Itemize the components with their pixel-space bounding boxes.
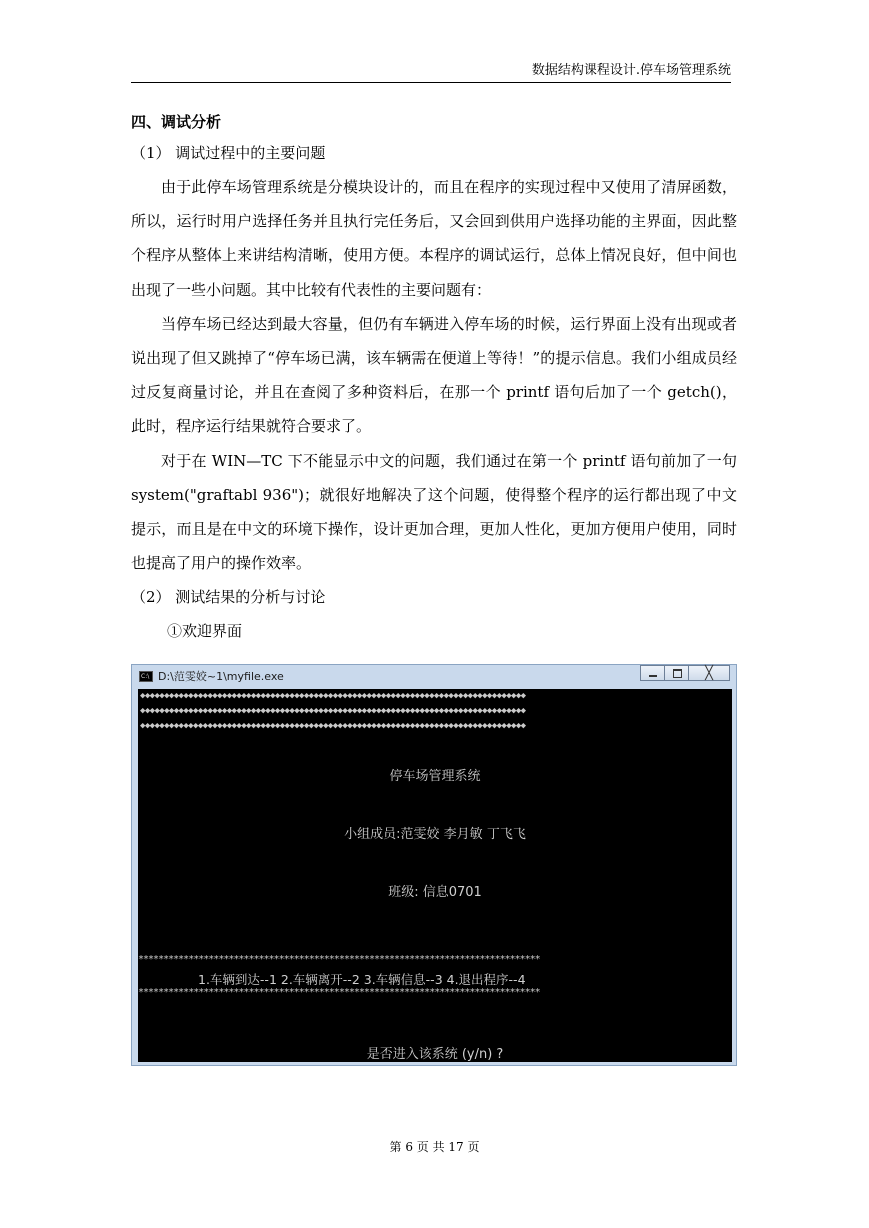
maximize-button[interactable] xyxy=(664,665,689,681)
running-header: 数据结构课程设计.停车场管理系统 xyxy=(131,60,731,83)
group-members: 小组成员:范雯姣 李月敏 丁飞飞 xyxy=(344,827,526,842)
document-body xyxy=(131,108,737,648)
paragraph-1: 由于此停车场管理系统是分模块设计的，而且在程序的实现过程中又使用了清屏函数，所以，运行时用户选择任务并且执行完任务后，又会回到供用户选择功能的主界面，因此整个程序从整体上来讲结构清晰，使用方便。本程序的调试运行，总体上情况良好，但中间也出现了一些小问题。其中比较有代表性的主要问题有： xyxy=(131,178,737,299)
page-number: 第 6 页 共 17 页 xyxy=(389,1140,480,1154)
subsection-test-results: （2） 测试结果的分析与讨论 xyxy=(131,588,326,607)
console-screen xyxy=(138,689,732,1062)
subsection-debug-problems: （1） 调试过程中的主要问题 xyxy=(131,144,326,162)
system-name: 停车场管理系统 xyxy=(389,769,481,784)
welcome-screen-caption: ①欢迎界面 xyxy=(167,622,243,641)
star-border-row: ******************************************************************************** xyxy=(138,954,540,965)
main-menu-options: 1.车辆到达--1 2.车辆离开--2 3.车辆信息--3 4.退出程序--4 xyxy=(198,972,526,987)
console-window-title: D:\范雯姣~1\myfile.exe xyxy=(158,670,284,683)
console-window-screenshot xyxy=(131,664,737,1066)
diamond-border-row: ◆◆◆◆◆◆◆◆◆◆◆◆◆◆◆◆◆◆◆◆◆◆◆◆◆◆◆◆◆◆◆◆◆◆◆◆◆◆◆◆◆◆◆◆◆◆◆◆◆◆◆◆◆◆◆◆◆◆◆◆◆◆◆◆◆◆◆◆◆◆◆◆◆◆◆◆◆◆◆◆ xyxy=(140,691,526,701)
paragraph-3: 对于在 WIN—TC 下不能显示中文的问题，我们通过在第一个 printf 语句前加了一句 system("graftabl 936")；就很好地解决了这个问题，使得整个程序的运行都出现了中文提示，而且是在中文的环境下操作，设计更加合理，更加人性化，更加方便用户使用，同时也提高了用户的操作效率。 xyxy=(131,451,737,573)
minimize-button[interactable] xyxy=(640,665,665,681)
console-titlebar xyxy=(132,665,736,689)
paragraph-2: 当停车场已经达到最大容量，但仍有车辆进入停车场的时候，运行界面上没有出现或者说出现了但又跳掉了“停车场已满，该车辆需在便道上等待！”的提示信息。我们小组成员经过反复商量讨论，并且在查阅了多种资料后，在那一个 printf 语句后加了一个 getch()，此时，程序运行结果就符合要求了。 xyxy=(131,314,737,436)
close-button[interactable] xyxy=(688,665,730,681)
diamond-border-row: ◆◆◆◆◆◆◆◆◆◆◆◆◆◆◆◆◆◆◆◆◆◆◆◆◆◆◆◆◆◆◆◆◆◆◆◆◆◆◆◆◆◆◆◆◆◆◆◆◆◆◆◆◆◆◆◆◆◆◆◆◆◆◆◆◆◆◆◆◆◆◆◆◆◆◆◆◆◆◆◆ xyxy=(140,721,526,731)
cmd-icon xyxy=(139,671,153,682)
enter-system-prompt: 是否进入该系统 (y/n) ? xyxy=(366,1047,504,1062)
close-icon: ╳ xyxy=(705,666,713,681)
window-controls xyxy=(641,665,730,682)
diamond-border-row: ◆◆◆◆◆◆◆◆◆◆◆◆◆◆◆◆◆◆◆◆◆◆◆◆◆◆◆◆◆◆◆◆◆◆◆◆◆◆◆◆◆◆◆◆◆◆◆◆◆◆◆◆◆◆◆◆◆◆◆◆◆◆◆◆◆◆◆◆◆◆◆◆◆◆◆◆◆◆◆◆ xyxy=(140,706,526,716)
section-heading: 四、调试分析 xyxy=(131,113,222,131)
class-info: 班级: 信息0701 xyxy=(388,885,482,900)
star-border-row: ******************************************************************************** xyxy=(138,987,540,998)
